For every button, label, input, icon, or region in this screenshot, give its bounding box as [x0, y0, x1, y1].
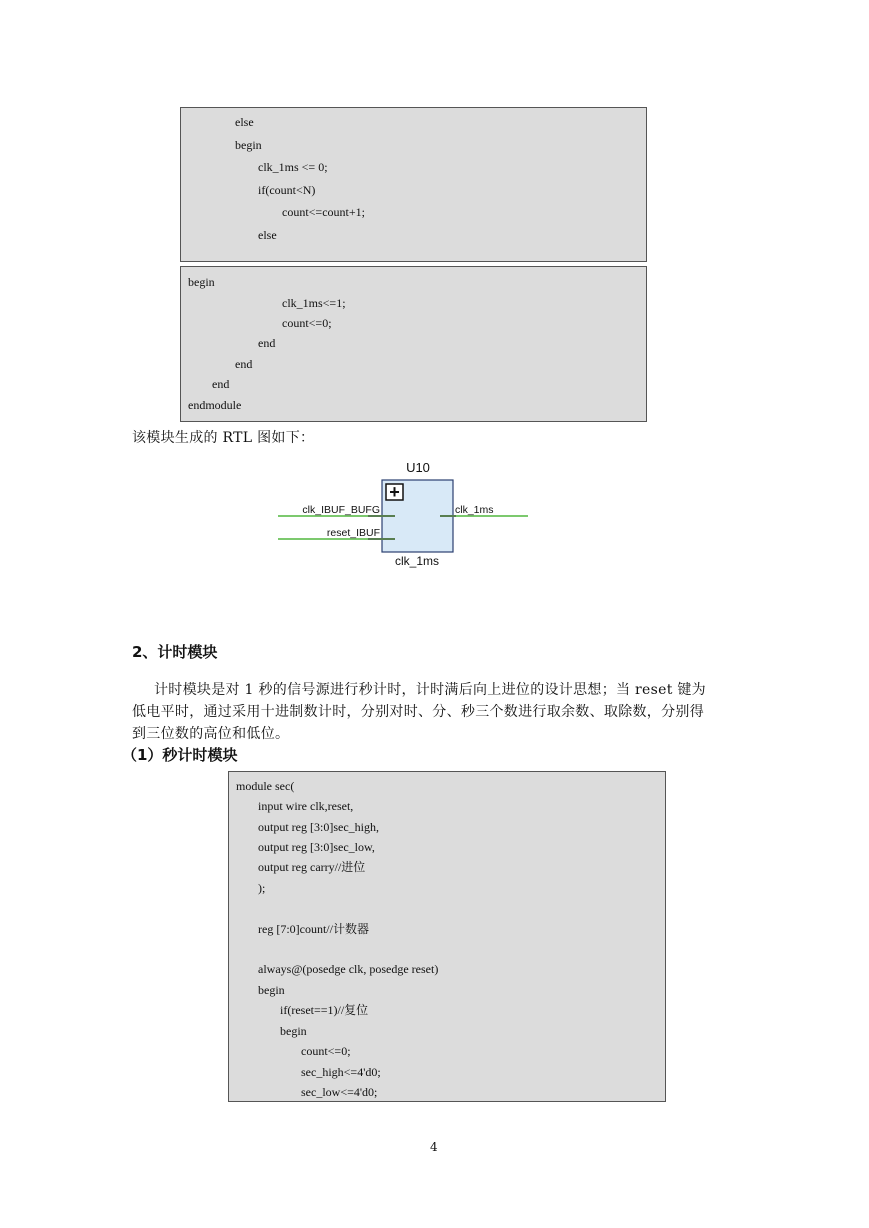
output-label: clk_1ms: [455, 504, 494, 516]
code-line: else: [258, 228, 277, 242]
code-line: input wire clk,reset,: [258, 799, 354, 813]
code-block-1: [180, 107, 647, 262]
code-line: if(count<N): [258, 183, 316, 197]
expand-symbol: +: [389, 482, 400, 502]
code-line: reg [7:0]count//计数器: [258, 922, 369, 936]
section-heading: 2、计时模块: [132, 643, 218, 661]
code-line: endmodule: [188, 398, 242, 412]
code-block-3: [228, 771, 666, 1102]
rtl-intro-text: 该模块生成的 RTL 图如下：: [132, 430, 315, 446]
code-line: output reg carry//进位: [258, 860, 366, 874]
code-line: end: [212, 377, 230, 391]
code-line: end: [258, 336, 276, 350]
code-line: begin: [188, 275, 215, 289]
paragraph-line: 计时模块是对 1 秒的信号源进行秒计时，计时满后向上进位的设计思想；当 reset 键为: [154, 682, 706, 698]
code-line: output reg [3:0]sec_high,: [258, 820, 379, 834]
paragraph-line: 低电平时，通过采用十进制数计时，分别对时、分、秒三个数进行取余数、取除数，分别得: [132, 704, 704, 720]
code-line: clk_1ms<=1;: [282, 296, 346, 310]
module-name-label: clk_1ms: [394, 554, 440, 568]
page-number: 4: [430, 1140, 438, 1154]
input-label-clk: clk_IBUF_BUFG: [302, 504, 380, 516]
code-line: );: [258, 881, 266, 895]
code-line: count<=0;: [282, 316, 332, 330]
rtl-instance-name: U10: [406, 460, 430, 475]
subsection-heading: （1）秒计时模块: [122, 746, 238, 764]
code-line: begin: [235, 138, 262, 152]
code-line: module sec(: [236, 779, 295, 793]
paragraph-line: 到三位数的高位和低位。: [132, 726, 290, 742]
code-line: count<=count+1;: [282, 205, 365, 219]
code-line: begin: [258, 983, 285, 997]
code-line: else: [235, 115, 254, 129]
code-line: output reg [3:0]sec_low,: [258, 840, 375, 854]
code-line: begin: [280, 1024, 307, 1038]
input-label-reset: reset_IBUF: [326, 527, 380, 539]
code-line: always@(posedge clk, posedge reset): [258, 962, 439, 976]
rtl-diagram: [270, 455, 540, 580]
rtl-diagram-svg: [270, 455, 540, 580]
code-line: end: [235, 357, 253, 371]
code-line: count<=0;: [301, 1044, 351, 1058]
code-line: clk_1ms <= 0;: [258, 160, 328, 174]
code-block-2: [180, 266, 647, 422]
code-line: if(reset==1)//复位: [280, 1003, 369, 1017]
code-line: sec_low<=4'd0;: [301, 1085, 378, 1099]
code-line: sec_high<=4'd0;: [301, 1065, 381, 1079]
